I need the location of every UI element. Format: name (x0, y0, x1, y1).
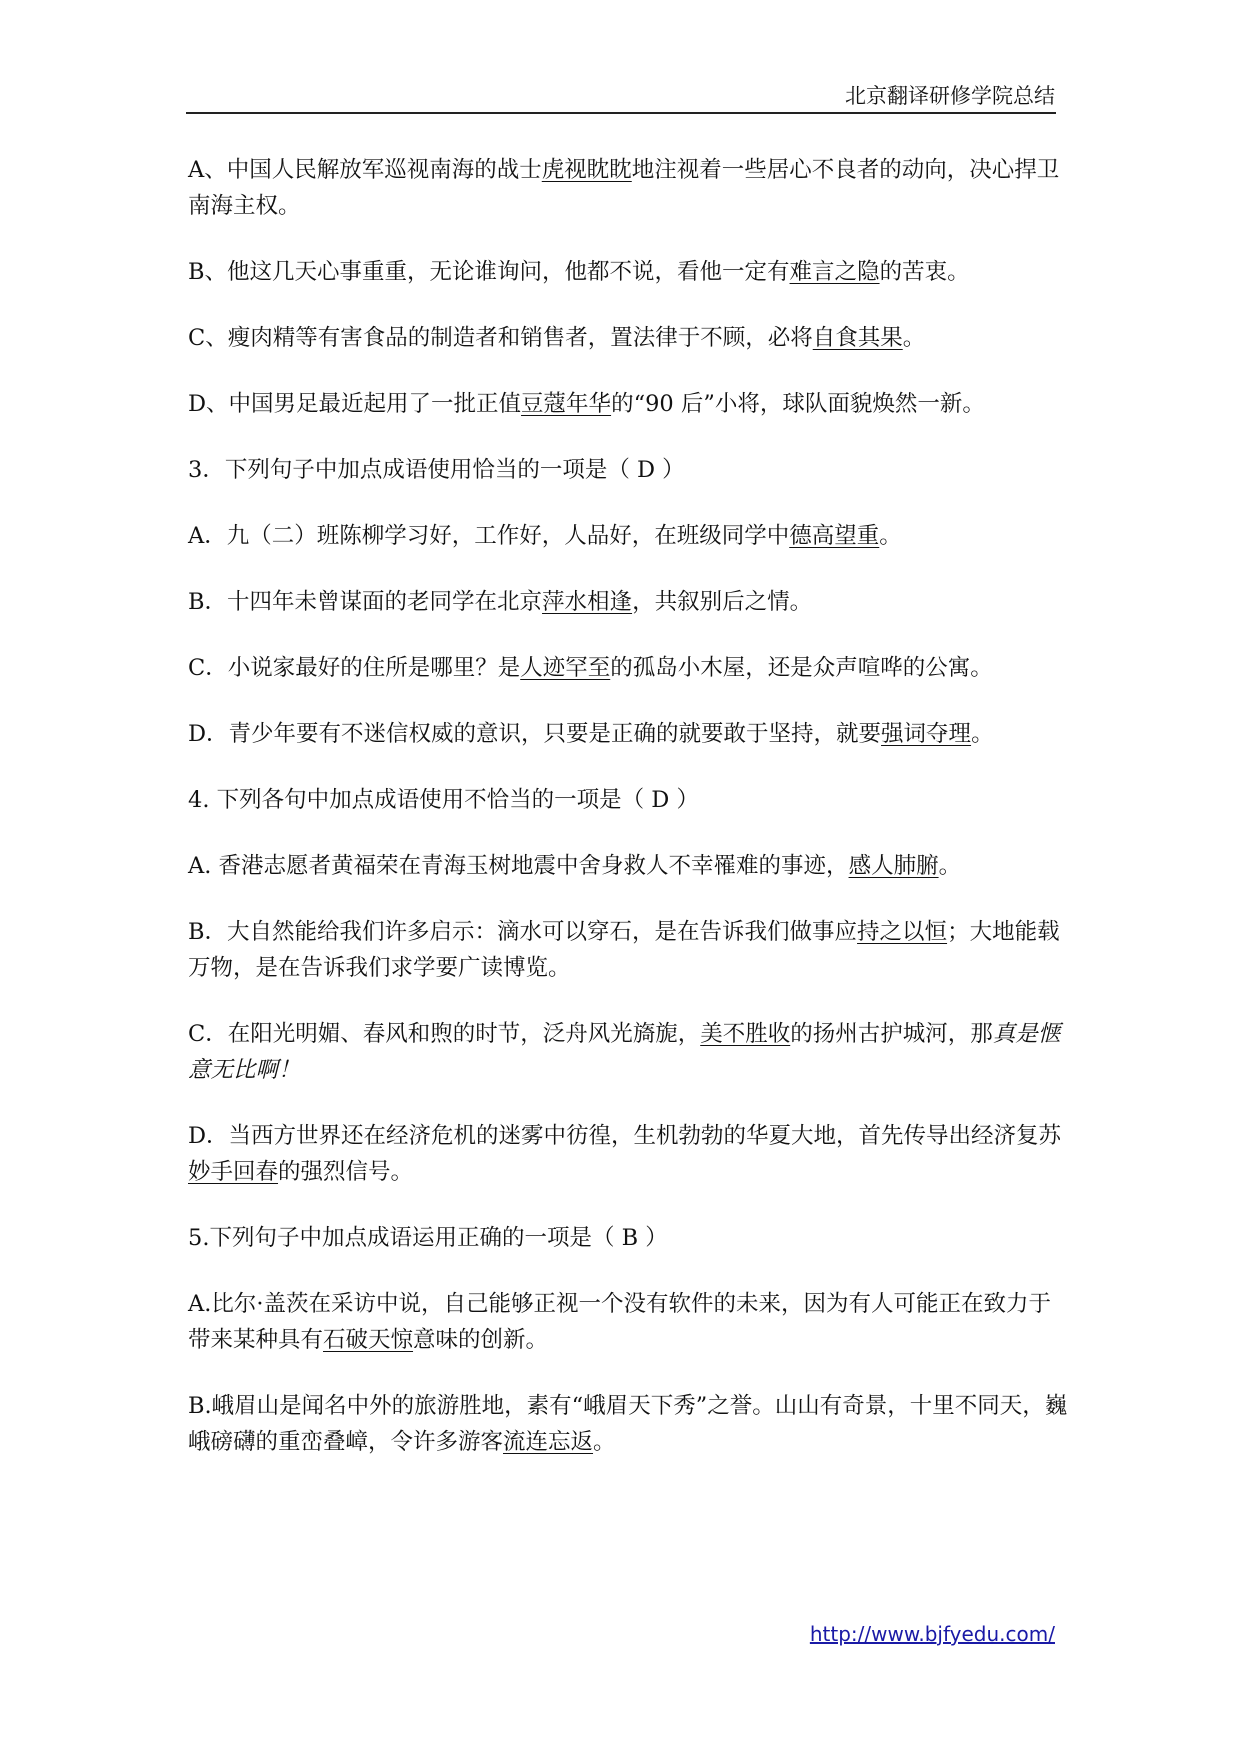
paragraph-text: C．在阳光明媚、春风和煦的时节，泛舟风光旖旎， (188, 1021, 701, 1047)
paragraph-text: 5.下列句子中加点成语运用正确的一项是（ B ） (188, 1225, 668, 1251)
question-paragraph (188, 914, 1068, 986)
question-paragraph (188, 1016, 1068, 1088)
paragraph-text: 。 (938, 853, 962, 879)
underlined-idiom: 妙手回春 (188, 1159, 279, 1185)
question-paragraph (188, 320, 1068, 356)
question-paragraph (188, 782, 1068, 818)
underlined-idiom: 虎视眈眈 (541, 157, 632, 183)
paragraph-text: D、中国男足最近起用了一批正值 (188, 391, 522, 417)
page-header-title: 北京翻译研修学院总结 (845, 84, 1055, 108)
question-paragraph (188, 152, 1068, 224)
paragraph-text: B、他这几天心事重重，无论谁询问，他都不说，看他一定有 (188, 259, 790, 285)
paragraph-text: ；大地能载万物，是在告诉我们求学要广读博览。 (188, 919, 1060, 981)
paragraph-text: ，共叙别后之情。 (632, 589, 813, 615)
paragraph-text: D．青少年要有不迷信权威的意识，只要是正确的就要敢于坚持，就要 (188, 721, 882, 747)
paragraph-text: B.峨眉山是闻名中外的旅游胜地，素有“峨眉天下秀”之誉。山山有奇景，十里不同天，巍峨磅礴的重峦叠嶂，令许多游客 (188, 1393, 1068, 1455)
paragraph-text: 的“90 后”小将，球队面貌焕然一新。 (611, 391, 985, 417)
question-paragraph (188, 1118, 1068, 1190)
footer-website-link[interactable]: http://www.bjfyedu.com/ (809, 1622, 1055, 1646)
paragraph-text: 的苦衷。 (879, 259, 970, 285)
question-paragraph (188, 1286, 1068, 1358)
question-paragraph (188, 716, 1068, 752)
question-paragraph (188, 1220, 1068, 1256)
paragraph-text: B．大自然能给我们许多启示：滴水可以穿石，是在告诉我们做事应 (188, 919, 858, 945)
paragraph-text: C．小说家最好的住所是哪里？是 (188, 655, 521, 681)
question-paragraph (188, 848, 1068, 884)
underlined-idiom: 强词夺理 (881, 721, 972, 747)
question-paragraph (188, 452, 1068, 488)
header-divider (186, 112, 1056, 114)
question-paragraph (188, 1388, 1068, 1460)
paragraph-text: 的扬州古护城河，那 (790, 1021, 993, 1047)
paragraph-text: 地注视着一些居心不良者的动向，决心捍卫南海主权。 (188, 157, 1060, 219)
underlined-idiom: 人迹罕至 (520, 655, 611, 681)
underlined-idiom: 流连忘返 (503, 1429, 594, 1455)
paragraph-text: A、中国人民解放军巡视南海的战士 (188, 157, 542, 183)
underlined-idiom: 自食其果 (812, 325, 903, 351)
paragraph-text: C、瘦肉精等有害食品的制造者和销售者，置法律于不顾，必将 (188, 325, 813, 351)
underlined-idiom: 豆蔻年华 (521, 391, 612, 417)
question-paragraph (188, 254, 1068, 290)
paragraph-text: 的孤岛小木屋，还是众声喧哗的公寓。 (610, 655, 993, 681)
underlined-idiom: 美不胜收 (700, 1021, 791, 1047)
question-paragraph (188, 518, 1068, 554)
paragraph-text: 。 (879, 523, 902, 549)
paragraph-text: B．十四年未曾谋面的老同学在北京 (188, 589, 543, 615)
question-paragraph (188, 584, 1068, 620)
question-paragraph (188, 386, 1068, 422)
document-body (188, 152, 1068, 1490)
underlined-idiom: 德高望重 (789, 523, 880, 549)
underlined-idiom: 持之以恒 (857, 919, 948, 945)
underlined-idiom: 石破天惊 (323, 1327, 414, 1353)
paragraph-text: 4. 下列各句中加点成语使用不恰当的一项是（ D ） (188, 787, 699, 813)
paragraph-text: 。 (971, 721, 994, 747)
paragraph-text: A.比尔·盖茨在采访中说，自己能够正视一个没有软件的未来，因为有人可能正在致力于带来某种具有 (188, 1291, 1052, 1353)
paragraph-text: 3．下列句子中加点成语使用恰当的一项是（ D ） (188, 457, 685, 483)
paragraph-text: A．九（二）班陈柳学习好，工作好，人品好，在班级同学中 (188, 523, 790, 549)
paragraph-text: 。 (593, 1429, 616, 1455)
paragraph-text: D．当西方世界还在经济危机的迷雾中彷徨，生机勃勃的华夏大地，首先传导出经济复苏 (188, 1123, 1062, 1149)
paragraph-text: 意味的创新。 (413, 1327, 549, 1353)
paragraph-text: 。 (902, 325, 926, 351)
question-paragraph (188, 650, 1068, 686)
underlined-idiom: 感人肺腑 (848, 853, 939, 879)
italic-text: 真是惬意无比啊！ (188, 1021, 1061, 1083)
underlined-idiom: 萍水相逢 (542, 589, 633, 615)
paragraph-text: 的强烈信号。 (278, 1159, 414, 1185)
paragraph-text: A. 香港志愿者黄福荣在青海玉树地震中舍身救人不幸罹难的事迹， (188, 853, 849, 879)
underlined-idiom: 难言之隐 (789, 259, 880, 285)
